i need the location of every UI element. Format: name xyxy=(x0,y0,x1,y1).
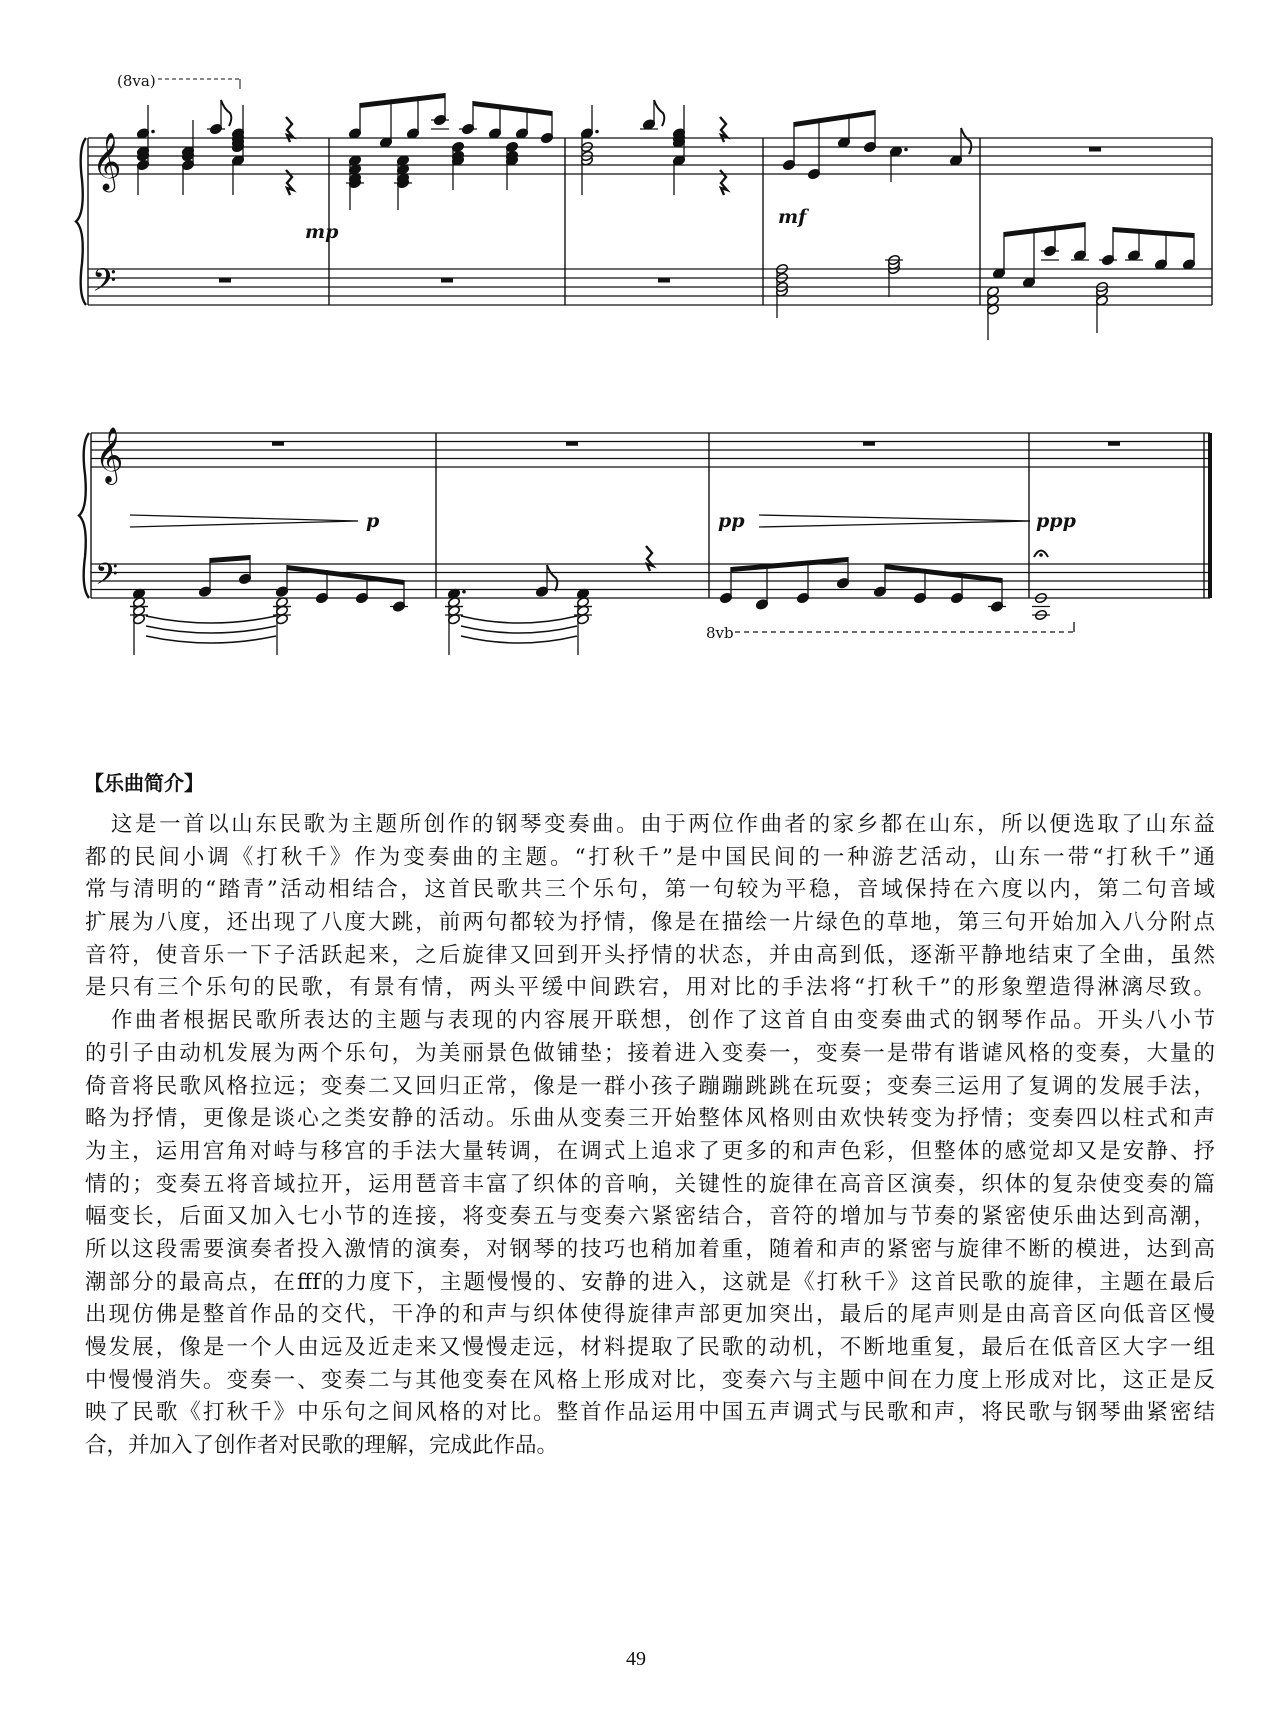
paragraph-line: 为主，运用宫角对峙与移宫的手法大量转调，在调式上追求了更多的和声色彩，但整体的感觉却又是安静、抒 xyxy=(85,1138,1215,1164)
whole-rest xyxy=(1108,442,1120,446)
tie xyxy=(461,616,577,623)
beam xyxy=(794,110,875,127)
whole-rest xyxy=(441,278,453,283)
tie xyxy=(146,636,276,643)
whole-rest xyxy=(863,442,875,446)
beam xyxy=(473,101,552,116)
paragraph-line: 映了民歌《打秋千》中乐句之间风格的对比。整首作品运用中国五声调式与民歌和声，将民歌与钢琴曲紧密结 xyxy=(85,1400,1215,1426)
dynamic-ppp: ppp xyxy=(1036,510,1076,532)
beam xyxy=(360,93,445,108)
flag xyxy=(961,128,971,154)
intro-text xyxy=(85,809,1215,1463)
quarter-rest xyxy=(646,546,653,571)
treble-clef-icon: 𝄞 xyxy=(95,427,124,483)
dynamic-mp: mp xyxy=(305,221,339,243)
hairpin xyxy=(130,515,358,521)
dynamic-mf: mf xyxy=(778,206,807,228)
beam xyxy=(1004,222,1085,237)
tie xyxy=(146,616,276,623)
ottava-bottom-label: 8vb xyxy=(706,624,734,642)
dot xyxy=(904,148,908,152)
tie xyxy=(461,626,577,633)
hairpin xyxy=(759,521,1030,527)
bass-clef-icon: 𝄢 xyxy=(92,262,117,306)
dot xyxy=(595,130,599,134)
whole-rest xyxy=(658,278,670,283)
paragraph-line: 作曲者根据民歌所表达的主题与表现的内容展开联想，创作了这首自由变奏曲式的钢琴作品。开头八小节 xyxy=(111,1008,1215,1034)
flag xyxy=(654,100,664,126)
paragraph-line: 是只有三个乐句的民歌，有景有情，两头平缓中间跌宕，用对比的手法将“打秋千”的形象塑造得淋漓尽致。 xyxy=(85,975,1215,1001)
flag xyxy=(547,565,557,591)
tie xyxy=(461,636,577,643)
dot xyxy=(151,130,155,134)
paragraph-line: 中慢慢消失。变奏一、变奏二与其他变奏在风格上形成对比，变奏六与主题中间在力度上形成对比，这正是反 xyxy=(85,1367,1215,1393)
dynamic-p: p xyxy=(366,510,380,532)
paragraph-line: 扩展为八度，还出现了八度大跳，前两句都较为抒情，像是在描绘一片绿色的草地，第三句开始加入八分附点 xyxy=(85,910,1215,936)
dot xyxy=(462,590,466,594)
paragraph-line: 的引子由动机发展为两个乐句，为美丽景色做铺垫；接着进入变奏一，变奏一是带有谐谑风格的变奏，大量的 xyxy=(85,1040,1215,1066)
paragraph-line: 潮部分的最高点，在fff的力度下，主题慢慢的、安静的进入，这就是《打秋千》这首民歌的旋律，主题在最后 xyxy=(85,1269,1215,1295)
paragraph-line: 音符，使音乐一下子活跃起来，之后旋律又回到开头抒情的状态，并由高到低，逐渐平静地结束了全曲，虽然 xyxy=(85,942,1215,968)
ottava-top-label: (8va) xyxy=(117,72,156,90)
whole-rest xyxy=(219,278,231,283)
paragraph-line: 倚音将民歌风格拉远；变奏二又回归正常，像是一群小孩子蹦蹦跳跳在玩耍；变奏三运用了复调的发展手法， xyxy=(85,1073,1215,1099)
whole-rest xyxy=(272,442,284,446)
music-score xyxy=(0,0,1272,680)
page-number: 49 xyxy=(626,1648,646,1670)
beam xyxy=(885,564,1002,583)
dynamic-pp: pp xyxy=(718,510,745,532)
paragraph-line: 合，并加入了创作者对民歌的理解，完成此作品。 xyxy=(85,1433,559,1459)
treble-clef-icon: 𝄞 xyxy=(92,132,122,190)
hairpin xyxy=(130,521,358,527)
paragraph-line: 都的民间小调《打秋千》作为变奏曲的主题。“打秋千”是中国民间的一种游艺活动，山东一带“打秋千”通 xyxy=(85,844,1215,870)
brace xyxy=(76,138,86,305)
paragraph-line: 常与清明的“踏青”活动相结合，这首民歌共三个乐句，第一句较为平稳，音域保持在六度以内，第二句音域 xyxy=(85,877,1215,903)
paragraph-line: 略为抒情，更像是谈心之类安静的活动。乐曲从变奏三开始整体风格则由欢快转变为抒情；变奏四以柱式和声 xyxy=(85,1106,1215,1132)
paragraph-line: 幅变长，后面又加入七小节的连接，将变奏五与变奏六紧密结合，音符的增加与节奏的紧密使乐曲达到高潮， xyxy=(85,1204,1215,1230)
beam xyxy=(1113,227,1194,238)
beam xyxy=(210,555,250,563)
tie xyxy=(146,626,276,633)
paragraph-line: 慢发展，像是一个人由远及近走来又慢慢走远，材料提取了民歌的动机，不断地重复，最后在低音区大字一组 xyxy=(85,1335,1215,1360)
flag xyxy=(221,100,231,126)
whole-rest xyxy=(1089,147,1101,152)
brace xyxy=(79,433,89,598)
paragraph-line: 情的；变奏五将音域拉开，运用琶音丰富了织体的音响，关键性的旋律在高音区演奏，织体的复杂使变奏的篇 xyxy=(85,1171,1215,1197)
bass-clef-icon: 𝄢 xyxy=(95,558,119,599)
paragraph-line: 这是一首以山东民歌为主题所创作的钢琴变奏曲。由于两位作曲者的家乡都在山东，所以便选取了山东益 xyxy=(111,812,1215,837)
paragraph-line: 出现仿佛是整首作品的交代，干净的和声与织体使得旋律声部更加突出，最后的尾声则是由高音区向低音区慢 xyxy=(85,1302,1215,1328)
hairpin xyxy=(759,515,1030,521)
beam xyxy=(287,565,404,585)
paragraph-line: 所以这段需要演奏者投入激情的演奏，对钢琴的技巧也稍加着重，随着和声的紧密与旋律不断的模进，达到高 xyxy=(85,1236,1215,1262)
whole-rest xyxy=(566,442,578,446)
fermata-dot xyxy=(1039,553,1043,557)
section-heading: 【乐曲简介】 xyxy=(84,771,204,795)
